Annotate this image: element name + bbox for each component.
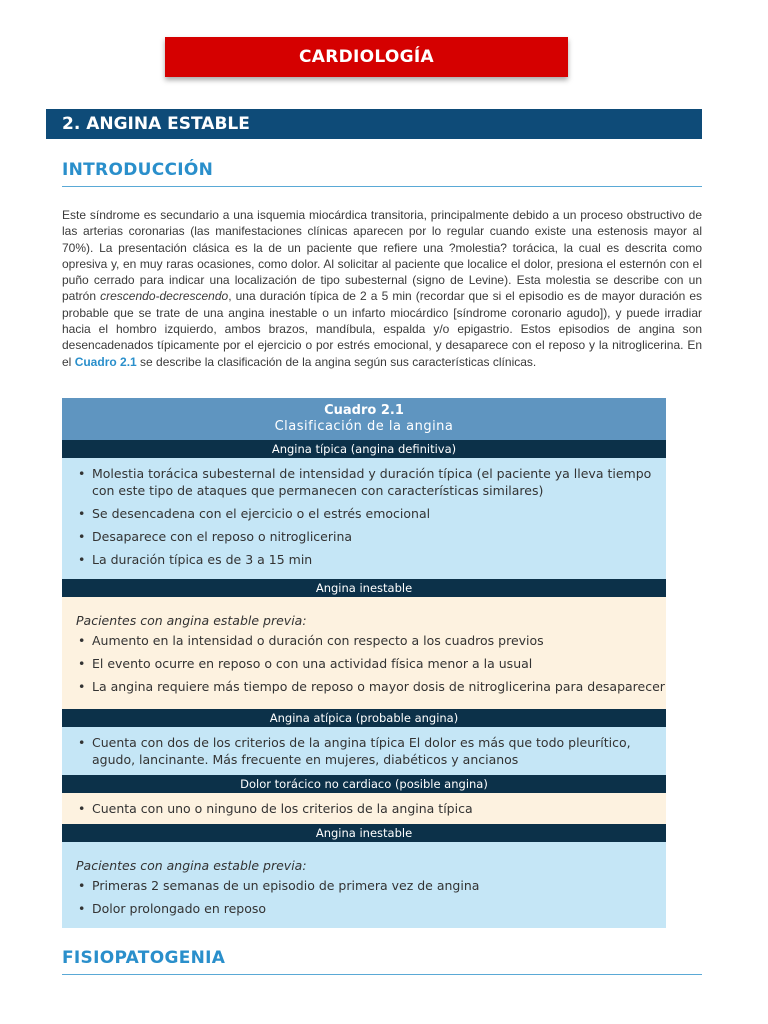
- table-title-block: [62, 398, 666, 440]
- introduction-text-part-3: se describe la clasificación de la angina según sus características clínicas.: [136, 354, 537, 369]
- category-list-unstable-2: [76, 877, 666, 917]
- category-header-unstable-2: Angina inestable: [62, 824, 666, 842]
- category-header-atypical: Angina atípica (probable angina): [62, 709, 666, 727]
- list-item: • Dolor prolongado en reposo: [76, 900, 666, 917]
- chapter-title-bar: [46, 109, 702, 139]
- introduction-heading: [62, 160, 702, 187]
- pathophysiology-heading-label: FISIOPATOGENIA: [62, 948, 226, 968]
- table-subtitle: Clasificación de la angina: [274, 419, 454, 434]
- category-body-typical: [62, 458, 666, 579]
- category-intro-unstable: Pacientes con angina estable previa:: [76, 613, 307, 628]
- category-list-noncardiac: [76, 800, 666, 817]
- category-header-noncardiac: Dolor torácico no cardiaco (posible angina): [62, 775, 666, 793]
- chapter-title: 2. ANGINA ESTABLE: [62, 114, 250, 134]
- table-number: Cuadro 2.1: [324, 403, 404, 418]
- category-header-typical: Angina típica (angina definitiva): [62, 440, 666, 458]
- category-body-noncardiac: [62, 793, 666, 824]
- introduction-text-italic: crescendo-decrescendo: [100, 289, 229, 304]
- classification-table: [62, 398, 666, 928]
- list-item: • Cuenta con dos de los criterios de la angina típica El dolor es más que todo pleurítico, agudo, lancinante. Más frecuente en mujeres, diabéticos y ancianos: [76, 734, 666, 768]
- table-reference-link[interactable]: Cuadro 2.1: [74, 354, 137, 369]
- introduction-heading-label: INTRODUCCIÓN: [62, 160, 214, 180]
- category-intro-unstable-2: Pacientes con angina estable previa:: [76, 858, 307, 873]
- list-item: • Se desencadena con el ejercicio o el estrés emocional: [76, 505, 666, 522]
- list-item: • Molestia torácica subesternal de intensidad y duración típica (el paciente ya lleva tiempo con este tipo de ataques que permanecen con características similares): [76, 465, 666, 499]
- specialty-banner-label: CARDIOLOGÍA: [298, 47, 435, 67]
- pathophysiology-heading: [62, 948, 702, 975]
- specialty-banner: [165, 37, 568, 77]
- list-item: • La angina requiere más tiempo de reposo o mayor dosis de nitroglicerina para desaparecer: [76, 678, 666, 695]
- category-list-unstable: [76, 632, 666, 695]
- category-body-unstable-2: [62, 842, 666, 928]
- category-list-typical: [76, 465, 666, 568]
- list-item: • Aumento en la intensidad o duración con respecto a los cuadros previos: [76, 632, 666, 649]
- introduction-paragraph: [62, 207, 702, 370]
- list-item: • Primeras 2 semanas de un episodio de primera vez de angina: [76, 877, 666, 894]
- list-item: • La duración típica es de 3 a 15 min: [76, 551, 666, 568]
- list-item: • Desaparece con el reposo o nitroglicerina: [76, 528, 666, 545]
- category-header-unstable: Angina inestable: [62, 579, 666, 597]
- category-list-atypical: [76, 734, 666, 768]
- introduction-text-part-2: , una duración típica de 2 a 5 min (recordar que si el episodio es de mayor duración es probable que se trate de una angina inestable o un infarto miocárdico [síndrome coronario agudo]), y puede irradiar hacia el hombro izquierdo, ambos brazos, mandíbula, espalda y/o epigastrio. Estos episodios de angina son desencadenados típicamente por el ejercicio o por estrés emocional, y desaparece con el reposo y la nitroglicerina. En el: [62, 289, 703, 369]
- category-body-unstable: [62, 597, 666, 709]
- list-item: • El evento ocurre en reposo o con una actividad física menor a la usual: [76, 655, 666, 672]
- introduction-text-part-1: Este síndrome es secundario a una isquemia miocárdica transitoria, principalmente debido a un proceso obstructivo de las arterias coronarias (las manifestaciones clínicas aparecen por lo regular cuando existe una estenosis mayor al 70%). La presentación clásica es la de un paciente que refiere una ?molestia? torácica, la cual es descrita como opresiva y, en muy raras ocasiones, como dolor. Al solicitar al paciente que localice el dolor, presiona el esternón con el puño cerrado para indicar una localización de tipo subesternal (signo de Levine). Esta molestia se describe con un patrón: [62, 208, 702, 304]
- category-body-atypical: [62, 727, 666, 775]
- list-item: • Cuenta con uno o ninguno de los criterios de la angina típica: [76, 800, 666, 817]
